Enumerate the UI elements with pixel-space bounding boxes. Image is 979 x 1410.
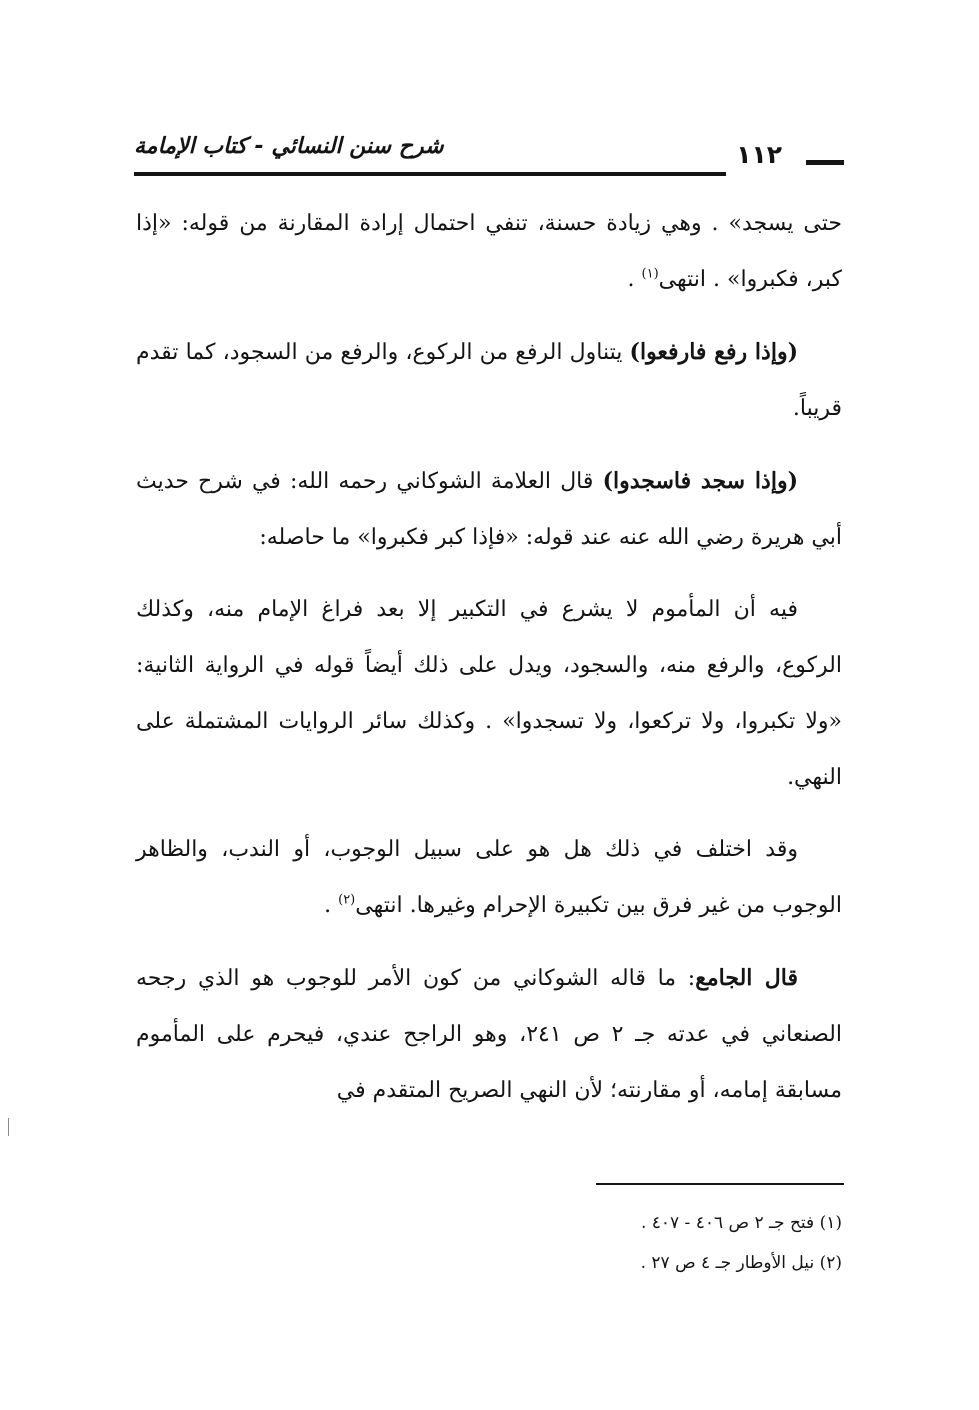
paragraph bbox=[136, 196, 842, 308]
footnote-ref[interactable]: (١) bbox=[641, 266, 659, 282]
page-number: ١١٢ bbox=[736, 140, 782, 169]
paragraph bbox=[136, 582, 842, 806]
footnote-ref[interactable]: (٢) bbox=[338, 892, 356, 908]
paragraph-lead: قال الجامع bbox=[695, 965, 798, 991]
body-text bbox=[136, 196, 842, 1135]
paragraph-text: قال العلامة الشوكاني رحمه الله: في شرح حديث أبي هريرة رضي الله عنه عند قوله: «فإذا كبر فكبروا» ما حاصله: bbox=[136, 469, 842, 550]
header-rule bbox=[134, 172, 726, 176]
paragraph-tail: . bbox=[324, 893, 339, 918]
footnote bbox=[440, 1243, 842, 1283]
footnote-marker: (١) bbox=[819, 1213, 842, 1233]
paragraph-text: : ما قاله الشوكاني من كون الأمر للوجوب هو الذي رجحه الصنعاني في عدته جـ ٢ ص ٢٤١، وهو الراجح عندي، فيحرم على المأموم مسابقة إمامه، أو مقارنته؛ لأن النهي الصريح المتقدم في bbox=[136, 966, 842, 1103]
scan-margin-mark bbox=[8, 1118, 9, 1136]
running-header-title: شرح سنن النسائي - كتاب الإمامة bbox=[134, 134, 444, 159]
paragraph-text: يتناول الرفع من الركوع، والرفع من السجود، كما تقدم قريباً. bbox=[136, 340, 842, 421]
paragraph bbox=[136, 324, 842, 437]
footnote-marker: (٢) bbox=[819, 1253, 842, 1273]
page-number-dash bbox=[806, 160, 844, 165]
footnote-separator bbox=[596, 1183, 844, 1185]
paragraph-text: وقد اختلف في ذلك هل هو على سبيل الوجوب، أو الندب، والظاهر الوجوب من غير فرق بين تكبيرة الإحرام وغيرها. انتهى bbox=[136, 837, 842, 918]
footnotes bbox=[440, 1203, 842, 1283]
paragraph-tail: . bbox=[627, 267, 642, 292]
paragraph bbox=[136, 822, 842, 934]
paragraph-lead: (وإذا رفع فارفعوا) bbox=[629, 339, 798, 365]
paragraph-lead: (وإذا سجد فاسجدوا) bbox=[602, 468, 798, 494]
paragraph bbox=[136, 950, 842, 1119]
footnote-text: فتح جـ ٢ ص ٤٠٦ - ٤٠٧ . bbox=[640, 1213, 815, 1233]
running-header bbox=[134, 120, 844, 182]
footnote-text: نيل الأوطار جـ ٤ ص ٢٧ . bbox=[640, 1253, 815, 1273]
paragraph bbox=[136, 453, 842, 566]
paragraph-text: فيه أن المأموم لا يشرع في التكبير إلا بعد فراغ الإمام منه، وكذلك الركوع، والرفع منه، والسجود، ويدل على ذلك أيضاً قوله في الرواية الثانية: «ولا تكبروا، ولا تركعوا، ولا تسجدوا» . وكذلك سائر الروايات المشتملة على النهي. bbox=[136, 597, 842, 790]
paragraph-text: حتى يسجد» . وهي زيادة حسنة، تنفي احتمال إرادة المقارنة من قوله: «إذا كبر، فكبروا» . انتهى bbox=[136, 211, 842, 292]
footnote bbox=[440, 1203, 842, 1243]
